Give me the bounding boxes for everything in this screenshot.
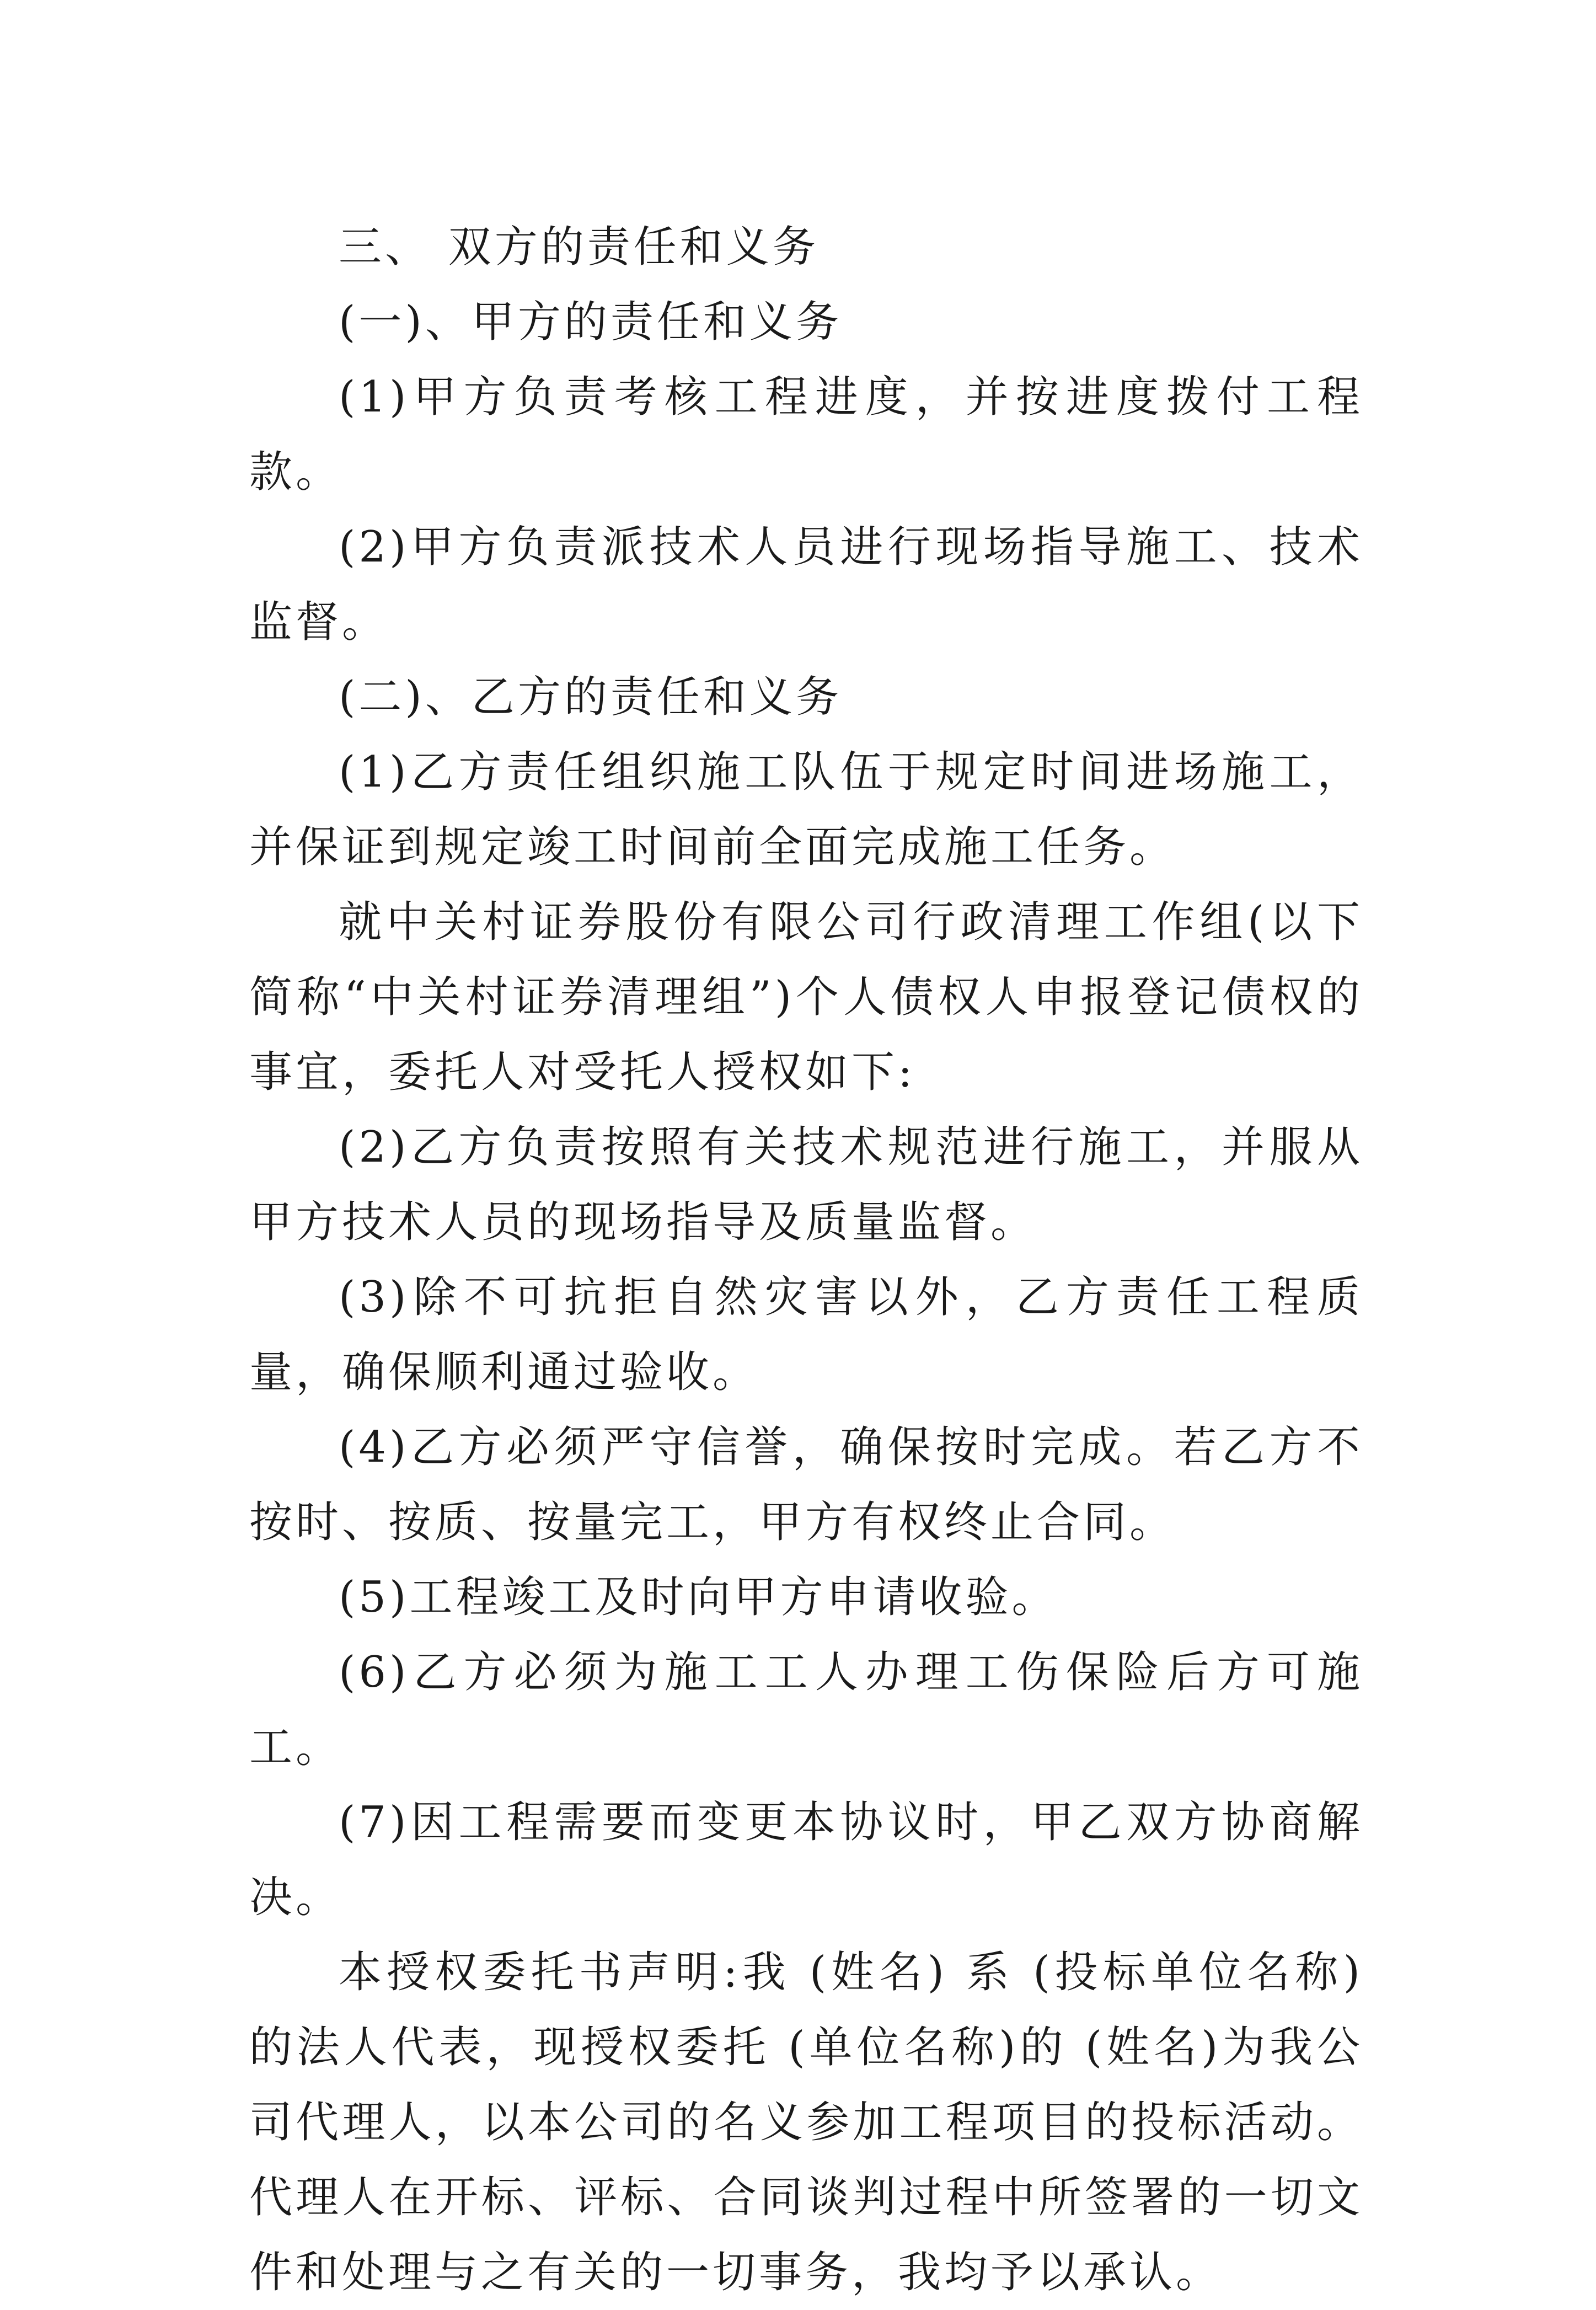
paragraph-b4: (4)乙方必须严守信誉，确保按时完成。若乙方不按时、按质、按量完工，甲方有权终止合同。 — [249, 1423, 1363, 1547]
subsection-heading-party-a: (一)、甲方的责任和义务 — [339, 297, 842, 347]
paragraph-b1: (1)乙方责任组织施工队伍于规定时间进场施工，并保证到规定竣工时间前全面完成施工任务。 — [249, 747, 1363, 872]
paragraph-authorization-intro: 就中关村证券股份有限公司行政清理工作组(以下简称“中关村证券清理组”)个人债权人申报登记债权的事宜，委托人对受托人授权如下: — [249, 897, 1363, 1097]
paragraph-authorization-statement: 本授权委托书声明:我 (姓名) 系 (投标单位名称)的法人代表，现授权委托 (单位名称)的 (姓名)为我公司代理人，以本公司的名义参加工程项目的投标活动。代理人在开标、评标、合同谈判过程中所签署的一切文件和处理与之有关的一切事务，我均予以承认。 — [249, 1948, 1363, 2297]
section-heading: 三、 双方的责任和义务 — [339, 222, 819, 272]
paragraph-b5: (5)工程竣工及时向甲方申请收验。 — [339, 1573, 1058, 1622]
paragraph-b3: (3)除不可抗拒自然灾害以外，乙方责任工程质量，确保顺利通过验收。 — [249, 1272, 1363, 1397]
paragraph-b7: (7)因工程需要而变更本协议时，甲乙双方协商解决。 — [249, 1798, 1363, 1922]
paragraph-b6: (6)乙方必须为施工工人办理工伤保险后方可施工。 — [249, 1648, 1363, 1772]
subsection-heading-party-b: (二)、乙方的责任和义务 — [339, 672, 842, 722]
document-body — [249, 210, 1363, 2310]
paragraph-b2: (2)乙方负责按照有关技术规范进行施工，并服从甲方技术人员的现场指导及质量监督。 — [249, 1122, 1363, 1247]
paragraph-a2: (2)甲方负责派技术人员进行现场指导施工、技术监督。 — [249, 522, 1363, 647]
paragraph-a1: (1)甲方负责考核工程进度，并按进度拨付工程款。 — [249, 372, 1363, 497]
